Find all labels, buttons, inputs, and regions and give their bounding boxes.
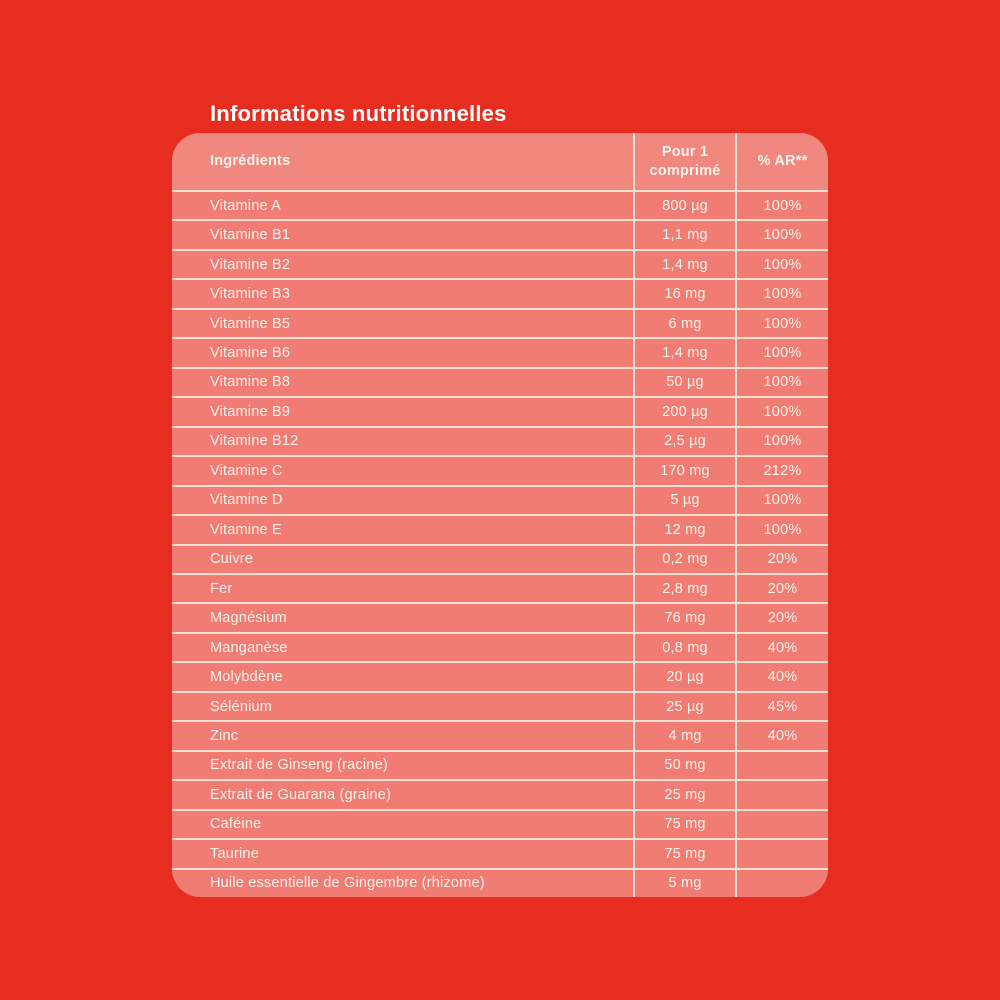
ingredient-name: Manganèse — [172, 632, 635, 661]
amount-per-tablet: 76 mg — [635, 602, 737, 631]
ar-percent-value: 100% — [737, 308, 828, 337]
ar-percent-value: 100% — [737, 396, 828, 425]
amount-per-tablet: 50 mg — [635, 750, 737, 779]
amount-per-tablet: 4 mg — [635, 720, 737, 749]
ar-percent-value: 100% — [737, 367, 828, 396]
ar-percent-value: 40% — [737, 661, 828, 690]
ar-percent-value: 100% — [737, 485, 828, 514]
amount-per-tablet: 0,8 mg — [635, 632, 737, 661]
ingredient-name: Extrait de Guarana (graine) — [172, 779, 635, 808]
amount-per-tablet: 5 mg — [635, 868, 737, 897]
ingredient-name: Vitamine B1 — [172, 219, 635, 248]
ingredient-name: Huile essentielle de Gingembre (rhizome) — [172, 868, 635, 897]
amount-per-tablet: 2,8 mg — [635, 573, 737, 602]
ar-percent-value — [737, 750, 828, 779]
amount-per-tablet: 6 mg — [635, 308, 737, 337]
ar-percent-value: 100% — [737, 514, 828, 543]
ar-percent-value: 100% — [737, 249, 828, 278]
ingredient-name: Vitamine C — [172, 455, 635, 484]
ar-percent-value: 100% — [737, 190, 828, 219]
ingredient-name: Vitamine B6 — [172, 337, 635, 366]
ar-percent-value — [737, 809, 828, 838]
ingredient-name: Zinc — [172, 720, 635, 749]
ingredient-name: Magnésium — [172, 602, 635, 631]
amount-per-tablet: 0,2 mg — [635, 544, 737, 573]
nutrition-table — [172, 133, 828, 897]
ar-percent-value: 20% — [737, 544, 828, 573]
ar-percent-value: 40% — [737, 632, 828, 661]
column-header-ingredients: Ingrédients — [172, 133, 635, 190]
ar-percent-value: 45% — [737, 691, 828, 720]
amount-per-tablet: 2,5 µg — [635, 426, 737, 455]
ar-percent-value: 40% — [737, 720, 828, 749]
amount-per-tablet: 12 mg — [635, 514, 737, 543]
ar-percent-value: 20% — [737, 602, 828, 631]
amount-per-tablet: 75 mg — [635, 838, 737, 867]
ar-percent-value: 100% — [737, 426, 828, 455]
ingredient-name: Extrait de Ginseng (racine) — [172, 750, 635, 779]
ingredient-name: Fer — [172, 573, 635, 602]
ingredient-name: Caféine — [172, 809, 635, 838]
ingredient-name: Taurine — [172, 838, 635, 867]
ingredient-name: Vitamine D — [172, 485, 635, 514]
column-header-ar-percent: % AR** — [737, 133, 828, 190]
ingredient-name: Vitamine B12 — [172, 426, 635, 455]
amount-per-tablet: 170 mg — [635, 455, 737, 484]
ar-percent-value: 20% — [737, 573, 828, 602]
ar-percent-value — [737, 868, 828, 897]
ingredient-name: Vitamine B8 — [172, 367, 635, 396]
amount-per-tablet: 1,4 mg — [635, 249, 737, 278]
ar-percent-value — [737, 838, 828, 867]
ar-percent-value: 100% — [737, 219, 828, 248]
ar-percent-value — [737, 779, 828, 808]
ar-percent-value: 100% — [737, 278, 828, 307]
page-title: Informations nutritionnelles — [210, 101, 507, 126]
amount-per-tablet: 50 µg — [635, 367, 737, 396]
ingredient-name: Sélénium — [172, 691, 635, 720]
amount-per-tablet: 1,1 mg — [635, 219, 737, 248]
ingredient-name: Vitamine E — [172, 514, 635, 543]
amount-per-tablet: 25 mg — [635, 779, 737, 808]
amount-per-tablet: 800 µg — [635, 190, 737, 219]
amount-per-tablet: 75 mg — [635, 809, 737, 838]
ingredient-name: Cuivre — [172, 544, 635, 573]
amount-per-tablet: 200 µg — [635, 396, 737, 425]
amount-per-tablet: 25 µg — [635, 691, 737, 720]
amount-per-tablet: 5 µg — [635, 485, 737, 514]
ingredient-name: Molybdène — [172, 661, 635, 690]
amount-per-tablet: 20 µg — [635, 661, 737, 690]
ingredient-name: Vitamine B9 — [172, 396, 635, 425]
ar-percent-value: 100% — [737, 337, 828, 366]
amount-per-tablet: 1,4 mg — [635, 337, 737, 366]
amount-per-tablet: 16 mg — [635, 278, 737, 307]
ingredient-name: Vitamine B2 — [172, 249, 635, 278]
ingredient-name: Vitamine B3 — [172, 278, 635, 307]
ingredient-name: Vitamine B5 — [172, 308, 635, 337]
ar-percent-value: 212% — [737, 455, 828, 484]
column-header-per-tablet: Pour 1 comprimé — [635, 133, 737, 190]
ingredient-name: Vitamine A — [172, 190, 635, 219]
